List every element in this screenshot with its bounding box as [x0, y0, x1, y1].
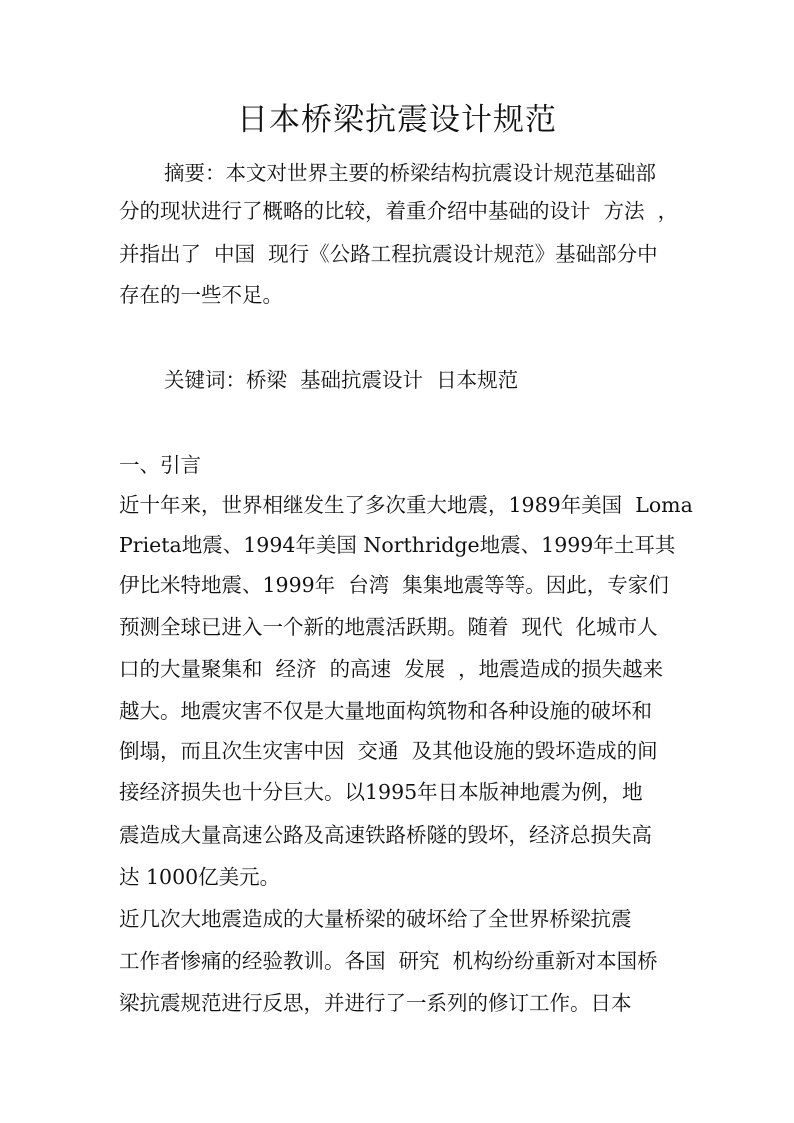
document-title: 日本桥梁抗震设计规范 [237, 102, 557, 138]
abstract-line: 摘要：本文对世界主要的桥梁结构抗震设计规范基础部 [164, 161, 656, 185]
body-line: 梁抗震规范进行反思，并进行了一系列的修订工作。日本 [119, 991, 632, 1015]
abstract-line: 并指出了 中国 现行《公路工程抗震设计规范》基础部分中 [119, 242, 658, 266]
body-line: Prieta地震、1994年美国 Northridge地震、1999年土耳其 [119, 533, 676, 557]
body-line: 工作者惨痛的经验教训。各国 研究 机构纷纷重新对本国桥 [119, 949, 658, 973]
body-line: 越大。地震灾害不仅是大量地面构筑物和各种设施的破坏和 [119, 699, 652, 723]
keywords-line: 关键词：桥梁 基础抗震设计 日本规范 [164, 368, 519, 392]
section-heading: 一、引言 [119, 453, 201, 477]
abstract-line: 存在的一些不足。 [119, 283, 283, 307]
body-line: 伊比米特地震、1999年 台湾 集集地震等等。因此，专家们 [119, 573, 669, 597]
body-line: 达 1000亿美元。 [119, 865, 281, 889]
abstract-line: 分的现状进行了概略的比较，着重介绍中基础的设计 方法 ， [119, 199, 679, 223]
body-line: 倒塌，而且次生灾害中因 交通 及其他设施的毁坏造成的间 [119, 739, 658, 763]
body-line: 接经济损失也十分巨大。以1995年日本版神地震为例，地 [119, 780, 643, 804]
body-line: 震造成大量高速公路及高速铁路桥隧的毁坏，经济总损失高 [119, 823, 652, 847]
body-line: 预测全球已进入一个新的地震活跃期。随着 现代 化城市人 [119, 615, 658, 639]
body-line: 近几次大地震造成的大量桥梁的破坏给了全世界桥梁抗震 [119, 907, 632, 931]
body-line: 口的大量聚集和 经济 的高速 发展 ，地震造成的损失越来 [119, 657, 664, 681]
body-line: 近十年来，世界相继发生了多次重大地震，1989年美国 Loma [119, 493, 693, 517]
